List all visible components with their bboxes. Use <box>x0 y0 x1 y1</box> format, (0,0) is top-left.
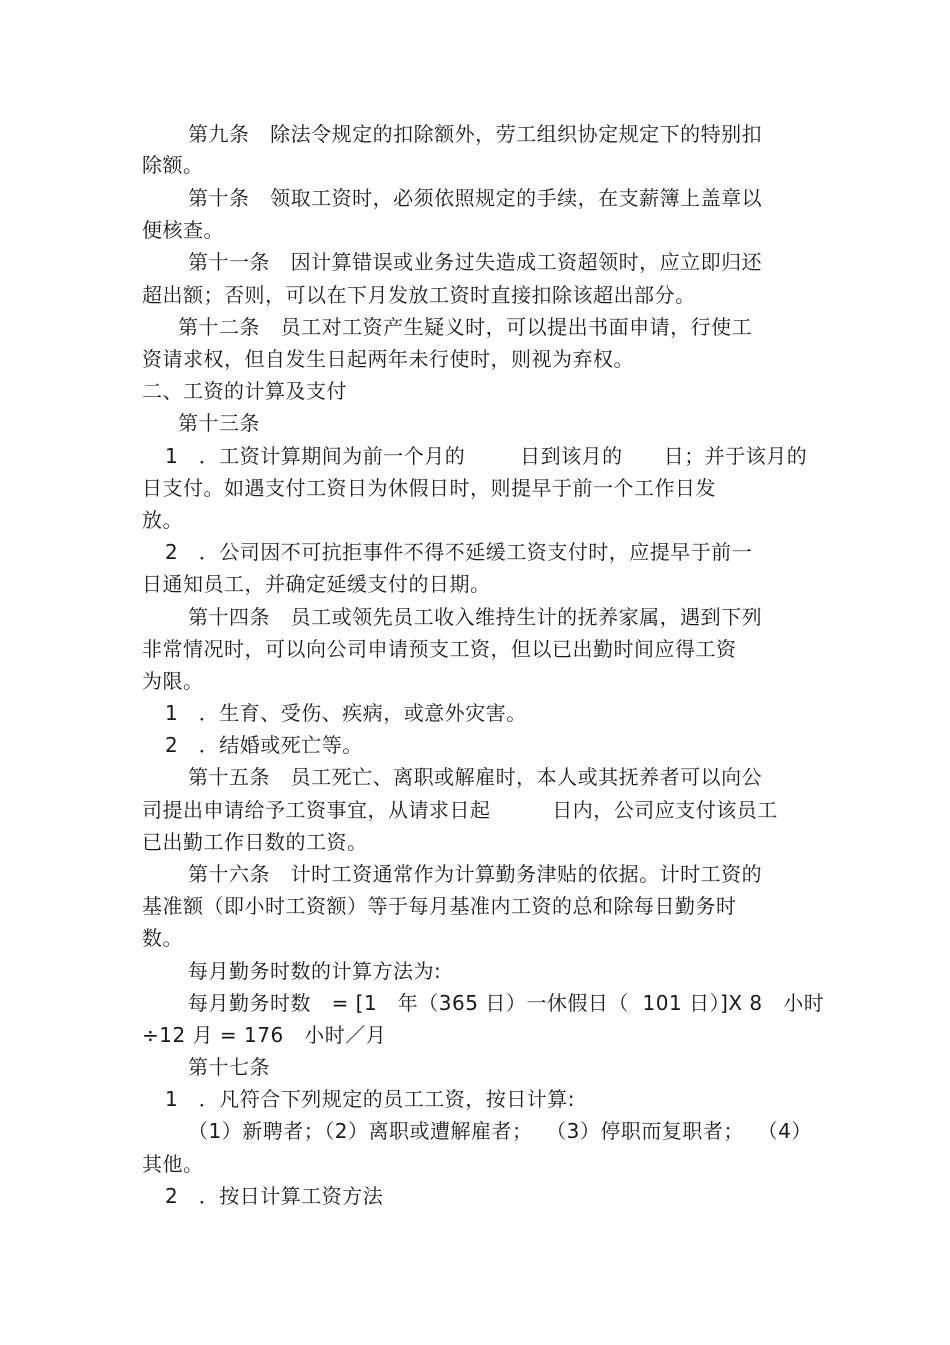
text-line: 第十条 领取工资时，必须依照规定的手续，在支薪簿上盖章以 <box>188 186 763 210</box>
text-line: （1）新聘者；（2）离职或遭解雇者； （3）停职而复职者； （4） <box>188 1119 812 1143</box>
text-line: 为限。 <box>142 669 204 693</box>
text-line: 第十五条 员工死亡、离职或解雇时，本人或其抚养者可以向公 <box>188 765 763 789</box>
text-line: 2 ．公司因不可抗拒事件不得不延缓工资支付时，应提早于前一 <box>165 540 753 564</box>
text-line: 司提出申请给予工资事宜，从请求日起 日内，公司应支付该员工 <box>142 798 778 822</box>
text-line: 超出额；否则，可以在下月发放工资时直接扣除该超出部分。 <box>142 283 696 307</box>
text-line: 2 ．结婚或死亡等。 <box>165 733 363 757</box>
text-line: 第十三条 <box>178 411 260 435</box>
text-line: 1 ．凡符合下列规定的员工工资，按日计算: <box>165 1087 576 1111</box>
text-line: 除额。 <box>142 153 204 177</box>
section-heading: 二、工资的计算及支付 <box>142 379 347 403</box>
text-line: 基准额（即小时工资额）等于每月基准内工资的总和除每日勤务时 <box>142 894 737 918</box>
text-line: 1 ．生育、受伤、疾病，或意外灾害。 <box>165 701 527 725</box>
text-line: 日支付。如遇支付工资日为休假日时，则提早于前一个工作日发 <box>142 476 716 500</box>
text-line: 第十六条 计时工资通常作为计算勤务津贴的依据。计时工资的 <box>188 862 763 886</box>
text-line: 第十四条 员工或领先员工收入维持生计的抚养家属，遇到下列 <box>188 605 763 629</box>
text-line: 日通知员工，并确定延缓支付的日期。 <box>142 572 491 596</box>
formula-line: 每月勤务时数 = [1 年（365 日）一休假日（ 101 日）]X 8 小时 <box>188 991 825 1015</box>
text-line: 便核查。 <box>142 218 224 242</box>
text-line: 每月勤务时数的计算方法为: <box>188 959 442 983</box>
text-line: 其他。 <box>142 1152 204 1176</box>
text-line: 第十七条 <box>188 1055 270 1079</box>
text-line: 2 ．按日计算工资方法 <box>165 1184 384 1208</box>
text-line: 非常情况时，可以向公司申请预支工资，但以已出勤时间应得工资 <box>142 637 737 661</box>
text-line: 第十一条 因计算错误或业务过失造成工资超领时，应立即归还 <box>188 250 763 274</box>
text-line: 资请求权，但自发生日起两年未行使时，则视为弃权。 <box>142 347 634 371</box>
text-line: 第九条 除法令规定的扣除额外，劳工组织协定规定下的特别扣 <box>188 122 763 146</box>
text-line: 1 ．工资计算期间为前一个月的 日到该月的 日；并于该月的 <box>165 444 808 468</box>
text-line: 数。 <box>142 926 183 950</box>
text-line: 已出勤工作日数的工资。 <box>142 830 368 854</box>
text-line: 放。 <box>142 508 183 532</box>
formula-line: ÷12 月 = 176 小时／月 <box>142 1023 387 1047</box>
text-line: 第十二条 员工对工资产生疑义时，可以提出书面申请，行使工 <box>178 315 753 339</box>
